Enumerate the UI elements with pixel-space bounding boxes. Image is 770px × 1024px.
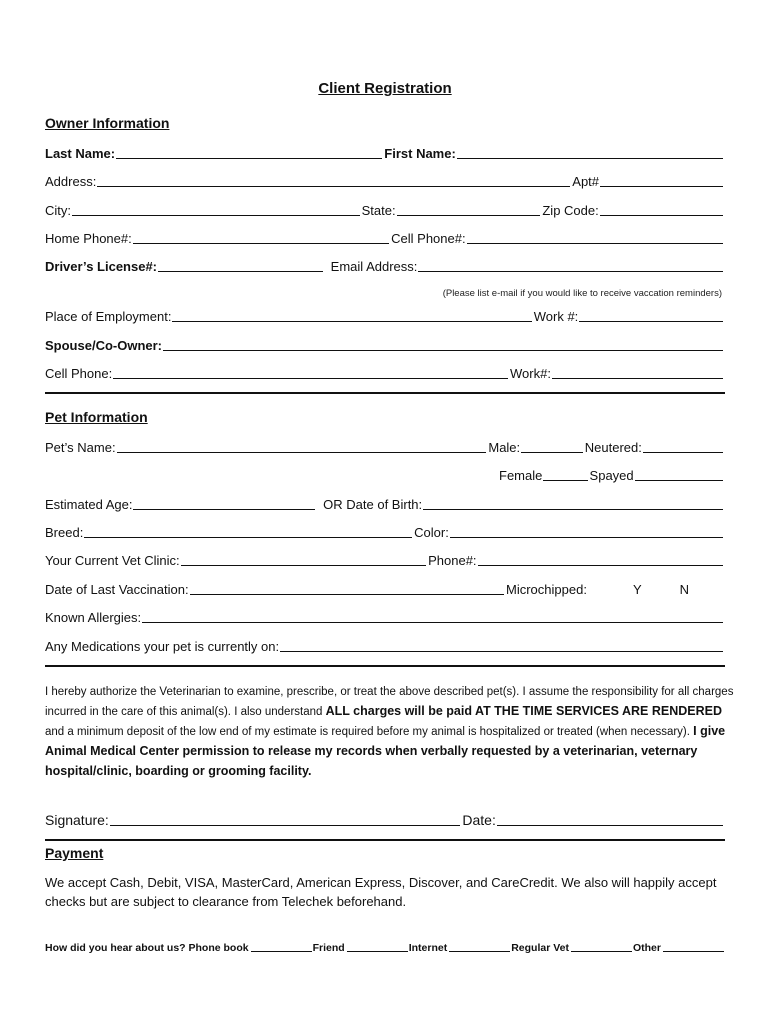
authorization-text-part: and a minimum deposit of the low end of my estimate is required before my animal is hospitalized or treated (when necessary). xyxy=(45,726,694,738)
last-name-field[interactable] xyxy=(116,145,382,159)
spouse-cell-field[interactable] xyxy=(113,365,508,379)
payment-section-heading: Payment xyxy=(45,845,104,861)
authorization-bold-part: I give Animal Medical Center permission to release my records when verbally requested by a veterinarian, veternary hospital/clinic, boarding or grooming facility. xyxy=(45,724,726,778)
other-field[interactable] xyxy=(663,941,724,952)
spouse-work-field[interactable] xyxy=(552,365,723,379)
address-label: Address: xyxy=(45,174,97,189)
age-field[interactable] xyxy=(133,496,315,510)
neutered-label: Neutered: xyxy=(584,440,642,455)
breed-row xyxy=(45,522,725,540)
authorization-text xyxy=(45,683,735,782)
employment-row xyxy=(45,306,725,324)
cell-phone-label: Cell Phone#: xyxy=(391,231,466,246)
medications-row xyxy=(45,636,725,654)
friend-field[interactable] xyxy=(347,941,408,952)
vet-phone-field[interactable] xyxy=(478,552,723,566)
signature-row xyxy=(45,808,725,828)
page-title: Client Registration xyxy=(318,80,452,97)
spayed-label: Spayed xyxy=(589,468,634,483)
vet-clinic-row xyxy=(45,550,725,568)
microchip-yes-option[interactable]: Y xyxy=(632,582,642,597)
email-label: Email Address: xyxy=(330,259,418,274)
vaccination-row xyxy=(45,579,725,597)
first-name-field[interactable] xyxy=(457,145,723,159)
female-label: Female xyxy=(499,468,543,483)
vet-clinic-field[interactable] xyxy=(181,552,426,566)
pet-name-row xyxy=(45,437,725,455)
vet-phone-label: Phone#: xyxy=(428,553,477,568)
referral-question: How did you hear about us? Phone book xyxy=(45,942,249,954)
payment-text: We accept Cash, Debit, VISA, MasterCard, American Express, Discover, and CareCredit. We also will happily accept checks but are subject to clearance from Telechek beforehand. xyxy=(45,875,717,909)
signature-field[interactable] xyxy=(110,812,461,826)
email-field[interactable] xyxy=(418,258,723,272)
male-field[interactable] xyxy=(521,439,583,453)
home-phone-field[interactable] xyxy=(133,230,389,244)
referral-row xyxy=(45,938,725,954)
first-name-label: First Name: xyxy=(384,146,456,161)
spouse-contact-row xyxy=(45,363,725,381)
zip-label: Zip Code: xyxy=(542,203,599,218)
owner-section-heading: Owner Information xyxy=(45,115,170,131)
cell-phone-field[interactable] xyxy=(467,230,723,244)
dob-field[interactable] xyxy=(423,496,723,510)
spouse-work-label: Work#: xyxy=(510,366,551,381)
allergies-row xyxy=(45,607,725,625)
address-row xyxy=(45,171,725,189)
last-vaccination-label: Date of Last Vaccination: xyxy=(45,582,189,597)
section-divider xyxy=(45,839,725,841)
allergies-field[interactable] xyxy=(142,609,723,623)
color-field[interactable] xyxy=(450,524,723,538)
medications-label: Any Medications your pet is currently on: xyxy=(45,639,280,654)
phone-book-field[interactable] xyxy=(251,941,312,952)
address-field[interactable] xyxy=(97,173,570,187)
internet-field[interactable] xyxy=(449,941,510,952)
apt-field[interactable] xyxy=(600,173,723,187)
employment-field[interactable] xyxy=(172,308,531,322)
medications-field[interactable] xyxy=(280,638,723,652)
last-name-label: Last Name: xyxy=(45,146,116,161)
section-divider xyxy=(45,665,725,667)
city-field[interactable] xyxy=(72,202,360,216)
work-label: Work #: xyxy=(533,309,579,324)
other-label: Other xyxy=(632,942,661,954)
spouse-row xyxy=(45,335,725,353)
spayed-field[interactable] xyxy=(635,467,723,481)
breed-field[interactable] xyxy=(84,524,412,538)
home-phone-label: Home Phone#: xyxy=(45,231,132,246)
city-row xyxy=(45,200,725,218)
breed-label: Breed: xyxy=(45,525,84,540)
friend-label: Friend xyxy=(312,942,345,954)
dob-label: OR Date of Birth: xyxy=(323,497,423,512)
pet-sex-row xyxy=(499,465,725,483)
pet-section-heading: Pet Information xyxy=(45,409,148,425)
age-row xyxy=(45,494,725,512)
signature-label: Signature: xyxy=(45,812,109,828)
state-label: State: xyxy=(361,203,396,218)
email-hint: (Please list e-mail if you would like to receive vaccation reminders) xyxy=(442,288,722,299)
state-field[interactable] xyxy=(397,202,541,216)
date-field[interactable] xyxy=(497,812,723,826)
neutered-field[interactable] xyxy=(643,439,723,453)
pet-name-label: Pet’s Name: xyxy=(45,440,116,455)
city-label: City: xyxy=(45,203,71,218)
apt-label: Apt# xyxy=(572,174,600,189)
phone-row xyxy=(45,228,725,246)
section-divider xyxy=(45,392,725,394)
zip-field[interactable] xyxy=(600,202,723,216)
color-label: Color: xyxy=(414,525,449,540)
license-row xyxy=(45,256,725,274)
pet-name-field[interactable] xyxy=(117,439,487,453)
drivers-license-label: Driver’s License#: xyxy=(45,259,158,274)
regular-vet-label: Regular Vet xyxy=(511,942,569,954)
spouse-label: Spouse/Co-Owner: xyxy=(45,338,163,353)
last-vaccination-field[interactable] xyxy=(190,581,504,595)
spouse-cell-label: Cell Phone: xyxy=(45,366,113,381)
regular-vet-field[interactable] xyxy=(571,941,632,952)
allergies-label: Known Allergies: xyxy=(45,610,142,625)
work-field[interactable] xyxy=(579,308,723,322)
date-label: Date: xyxy=(462,812,496,828)
female-field[interactable] xyxy=(543,467,587,481)
vet-clinic-label: Your Current Vet Clinic: xyxy=(45,553,180,568)
employment-label: Place of Employment: xyxy=(45,309,172,324)
microchip-no-option[interactable]: N xyxy=(679,582,689,597)
microchipped-label: Microchipped: xyxy=(506,582,587,597)
authorization-bold-part: ALL charges will be paid AT THE TIME SERVICES ARE RENDERED xyxy=(325,704,722,718)
spouse-field[interactable] xyxy=(163,337,723,351)
internet-label: Internet xyxy=(408,942,448,954)
name-row xyxy=(45,143,725,161)
drivers-license-field[interactable] xyxy=(158,258,323,272)
authorization-text-part: I hereby authorize the Veterinarian to examine, prescribe, or treat the above described pet(s). I assume the responsibility for all charges incurred in the care of this animal(s). I also understand xyxy=(45,686,734,718)
age-label: Estimated Age: xyxy=(45,497,133,512)
male-label: Male: xyxy=(488,440,521,455)
